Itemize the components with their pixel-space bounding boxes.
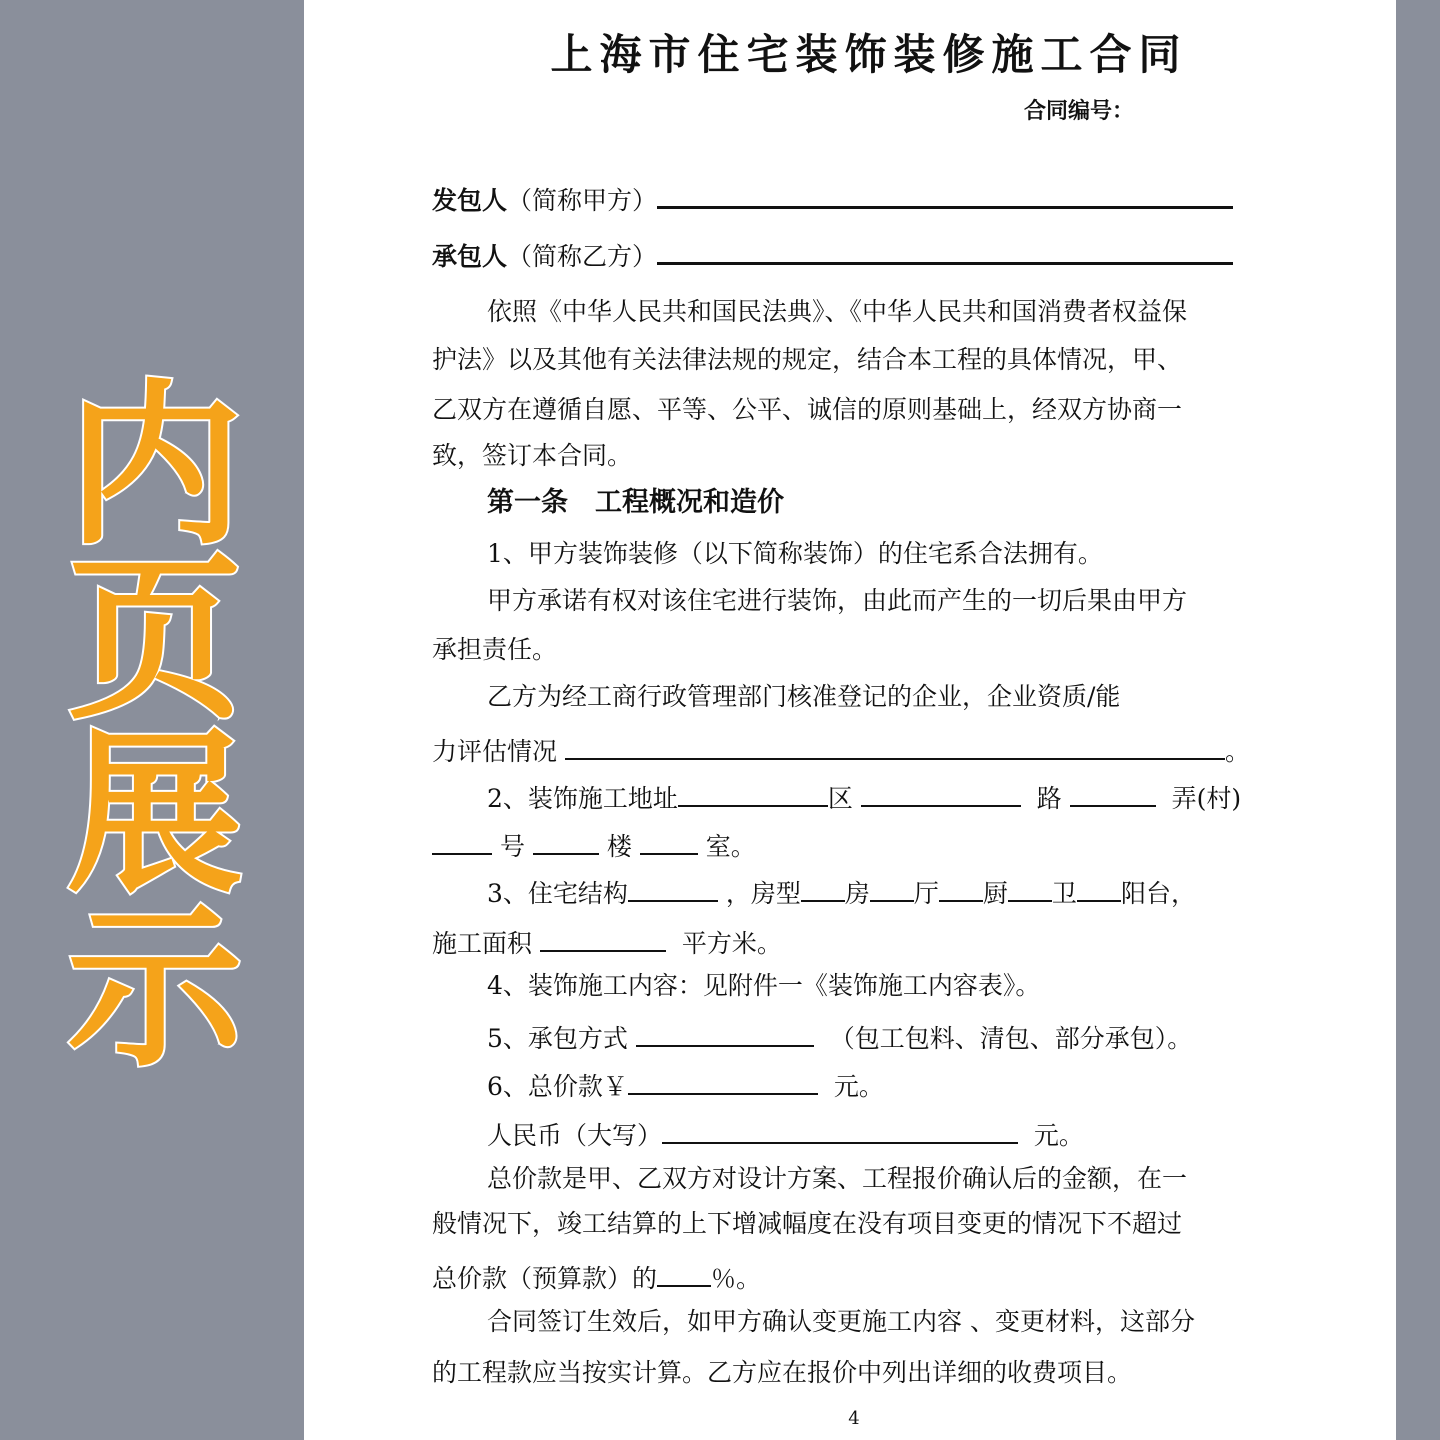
contract-method-blank[interactable] [636, 1019, 814, 1047]
percentage-unit: ％。 [711, 1264, 762, 1293]
halls-blank[interactable] [870, 874, 914, 902]
right-gray-band [1396, 0, 1440, 1440]
change-clause-line: 合同签订生效后，如甲方确认变更施工内容 、变更材料，这部分 [487, 1307, 1195, 1336]
banner-char: 示 [66, 886, 243, 1091]
intro-line: 依照《中华人民共和国民法典》、《中华人民共和国消费者权益保 [487, 297, 1188, 326]
item-5-line [487, 1019, 1192, 1055]
party-a-label: 发包人 [432, 186, 508, 215]
intro-line: 乙双方在遵循自愿、平等、公平、诚信的原则基础上，经双方协商一 [432, 395, 1183, 424]
assessment-blank[interactable] [565, 732, 1225, 760]
structure-blank[interactable] [628, 874, 718, 902]
lane-number-blank[interactable] [432, 827, 492, 855]
building-label: 楼 [606, 832, 632, 861]
intro-line: 护法》以及其他有关法律法规的规定，结合本工程的具体情况，甲、 [432, 345, 1183, 374]
assessment-label: 力评估情况 [432, 737, 558, 766]
promo-banner [60, 364, 250, 1091]
item-2-address-line [487, 779, 1241, 815]
contract-method-label: 5、承包方式 [487, 1024, 628, 1053]
party-a-line [432, 180, 1233, 217]
percentage-blank[interactable] [657, 1259, 711, 1287]
item-1-line: 承担责任。 [432, 635, 558, 664]
halls-label: 厅 [913, 879, 939, 908]
room-label: 室。 [705, 832, 756, 861]
rmb-uppercase-line [487, 1116, 1084, 1152]
area-unit: 平方米。 [681, 929, 782, 958]
percentage-label: 总价款（预算款）的 [432, 1264, 658, 1293]
baths-blank[interactable] [1008, 874, 1052, 902]
rooms-label: 房 [844, 879, 870, 908]
assessment-end: 。 [1224, 737, 1250, 766]
rmb-label: 人民币（大写） [487, 1121, 663, 1150]
item-1-line: 1、甲方装饰装修（以下简称装饰）的住宅系合法拥有。 [487, 539, 1103, 568]
article-1-heading: 第一条 工程概况和造价 [487, 487, 784, 518]
rmb-blank[interactable] [662, 1116, 1018, 1144]
contract-page [304, 0, 1396, 1440]
banner-char: 内 [66, 364, 243, 569]
area-label: 施工面积 [432, 929, 533, 958]
banner-char: 展 [66, 712, 243, 917]
district-label: 区 [827, 784, 853, 813]
road-label: 路 [1036, 784, 1062, 813]
structure-label: 3、住宅结构 [487, 879, 628, 908]
item-6-line [487, 1067, 884, 1103]
baths-label: 卫 [1051, 879, 1077, 908]
balcony-blank[interactable] [1077, 874, 1121, 902]
contract-method-options: （包工包料、清包、部分承包）。 [829, 1024, 1193, 1053]
address-label: 2、装饰施工地址 [487, 784, 678, 813]
layout-label: ，房型 [725, 879, 801, 908]
rmb-unit: 元。 [1033, 1121, 1084, 1150]
party-b-line [432, 236, 1233, 273]
page-title: 上海市住宅装饰装修施工合同 [550, 30, 1188, 79]
district-blank[interactable] [861, 779, 1021, 807]
change-clause-line: 的工程款应当按实计算。乙方应在报价中列出详细的收费项目。 [432, 1358, 1133, 1387]
item-1-line: 甲方承诺有权对该住宅进行装饰，由此而产生的一切后果由甲方 [487, 586, 1188, 615]
intro-line: 致，签订本合同。 [432, 441, 633, 470]
banner-char: 页 [66, 538, 243, 743]
road-blank[interactable] [1070, 779, 1156, 807]
number-label: 号 [499, 832, 525, 861]
city-blank[interactable] [678, 779, 828, 807]
party-b-label: 承包人 [432, 242, 508, 271]
area-blank[interactable] [540, 924, 666, 952]
total-price-clause-line: 总价款是甲、乙双方对设计方案、工程报价确认后的金额，在一 [487, 1164, 1188, 1193]
party-a-note: （简称甲方） [507, 186, 658, 215]
balcony-label: 阳台， [1120, 879, 1196, 908]
room-blank[interactable] [640, 827, 698, 855]
party-b-note: （简称乙方） [507, 242, 658, 271]
item-3-area-line [432, 924, 782, 960]
party-b-blank[interactable] [657, 236, 1233, 265]
total-price-blank[interactable] [628, 1067, 818, 1095]
item-1-line: 乙方为经工商行政管理部门核准登记的企业，企业资质/能 [487, 682, 1121, 711]
page-number: 4 [848, 1408, 860, 1429]
kitchens-blank[interactable] [939, 874, 983, 902]
total-price-clause-line: 般情况下，竣工结算的上下增减幅度在没有项目变更的情况下不超过 [432, 1209, 1183, 1238]
total-price-unit: 元。 [833, 1072, 884, 1101]
item-4-line: 4、装饰施工内容：见附件一《装饰施工内容表》。 [487, 971, 1041, 1000]
lane-label: 弄(村) [1171, 784, 1242, 813]
contract-number-label: 合同编号： [1024, 98, 1135, 124]
total-price-label: 6、总价款￥ [487, 1072, 628, 1101]
item-2-address-line-2 [432, 827, 756, 863]
item-3-structure-line [487, 874, 1196, 910]
kitchens-label: 厨 [982, 879, 1008, 908]
total-price-clause-line [432, 1259, 761, 1295]
rooms-blank[interactable] [801, 874, 845, 902]
party-a-blank[interactable] [657, 180, 1233, 209]
building-blank[interactable] [533, 827, 599, 855]
item-1-assessment-line [432, 732, 1250, 768]
